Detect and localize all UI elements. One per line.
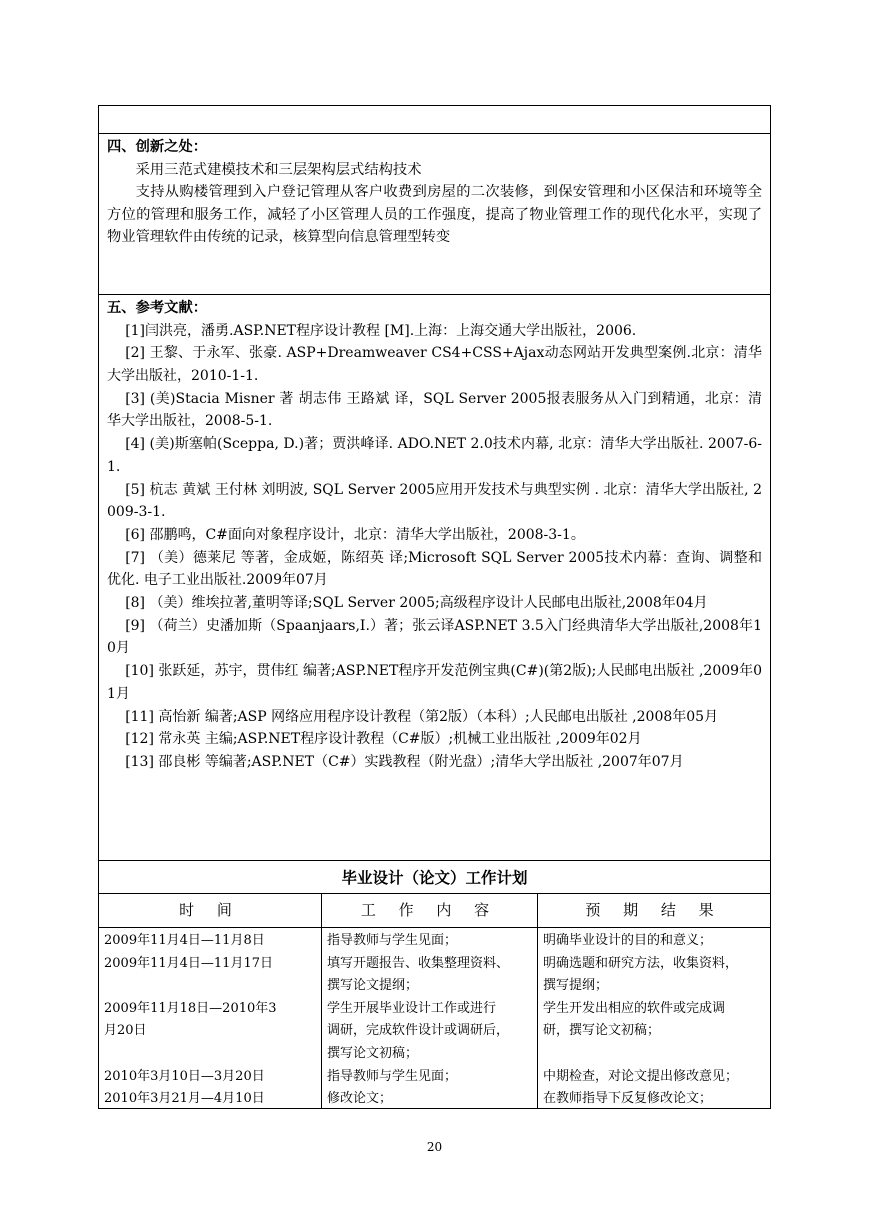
result-line: 中期检查，对论文提出修改意见；: [543, 1068, 739, 1084]
work-plan-title: 毕业设计（论文）工作计划: [99, 861, 770, 894]
document-table: [98, 105, 771, 1109]
empty-top-row: [99, 106, 770, 134]
time-line: [104, 1043, 316, 1066]
result-line: 明确选题和研究方法，收集资料，: [543, 955, 739, 971]
time-line: 2010年3月10日—3月20日: [104, 1068, 265, 1084]
result-line: 明确毕业设计的目的和意义；: [543, 933, 713, 948]
innovation-paragraph: 采用三范式建模技术和三层架构层式结构技术: [135, 161, 422, 178]
reference-item: [4] (美)斯塞帕(Sceppa, D.)著；贾洪峰译. ADO.NET 2.0技术内幕, 北京：清华大学出版社. 2007-6-1.: [107, 436, 762, 475]
reference-item: [2] 王黎、于永军、张豪. ASP+Dreamweaver CS4+CSS+Ajax动态网站开发典型案例.北京：清华大学出版社，2010-1-1.: [107, 345, 762, 384]
references-heading: 五、参考文献：: [107, 300, 208, 316]
references-section: [99, 295, 770, 861]
work-line: 指导教师与学生见面；: [327, 933, 458, 948]
time-line: [104, 975, 316, 998]
time-cell: [99, 928, 322, 1108]
time-line: 2010年3月21月—4月10日: [104, 1091, 265, 1107]
time-line: 2009年11月4日—11月17日: [104, 955, 273, 971]
work-line: 填写开题报告、收集整理资料、: [327, 955, 510, 971]
work-line: 撰写论文提纲；: [327, 978, 419, 994]
time-line: 2009年11月4日—11月8日: [104, 933, 265, 948]
work-line: 调研，完成软件设计或调研后，: [327, 1023, 510, 1039]
work-line: 指导教师与学生见面；: [327, 1068, 458, 1084]
header-expected-result: 预 期 结 果: [585, 901, 723, 919]
work-line: 撰写论文初稿；: [327, 1045, 419, 1061]
header-work-content: 工 作 内 容: [322, 894, 538, 927]
page-number: 20: [426, 1140, 443, 1154]
time-line: 2009年11月18日—2010年3: [104, 1000, 277, 1016]
work-content-cell: [322, 928, 538, 1108]
header-time: 时 间: [99, 894, 322, 927]
reference-item: [5] 杭志 黄斌 王付林 刘明波, SQL Server 2005应用开发技术与典型实例 . 北京：清华大学出版社, 2009-3-1.: [107, 481, 762, 521]
reference-item: [3] (美)Stacia Misner 著 胡志伟 王路斌 译，SQL Server 2005报表服务从入门到精通，北京：清华大学出版社，2008-5-1.: [107, 390, 762, 430]
reference-item: [8] （美）维埃拉著,董明等译;SQL Server 2005;高级程序设计人民邮电出版社,2008年04月: [125, 595, 708, 612]
reference-item: [11] 高怡新 编著;ASP 网络应用程序设计教程（第2版）（本科）;人民邮电出版社 ,2008年05月: [125, 708, 719, 725]
innovation-section: [99, 134, 770, 295]
reference-item: [10] 张跃延，苏宇，贯伟红 编著;ASP.NET程序开发范例宝典(C#)(第2版);人民邮电出版社 ,2009年01月: [107, 663, 762, 702]
reference-item: [13] 邵良彬 等编著;ASP.NET（C#）实践教程（附光盘）;清华大学出版社 ,2007年07月: [125, 753, 684, 770]
innovation-paragraph: 支持从购楼管理到入户登记管理从客户收费到房屋的二次装修，到保安管理和小区保洁和环境等全方位的管理和服务工作，减轻了小区管理人员的工作强度，提高了物业管理工作的现代化水平，实现了物业管理软件由传统的记录，核算型向信息管理型转变: [107, 184, 762, 246]
work-plan-header-row: [99, 894, 770, 928]
result-line: 在教师指导下反复修改论文；: [543, 1091, 713, 1107]
reference-item: [1]闫洪亮，潘勇.ASP.NET程序设计教程 [M].上海：上海交通大学出版社，2006.: [125, 322, 637, 339]
time-line: 月20日: [104, 1023, 147, 1039]
expected-result-cell: [538, 928, 770, 1108]
innovation-heading: 四、创新之处：: [107, 139, 208, 155]
reference-item: [7] （美）德莱尼 等著，金成姬，陈绍英 译;Microsoft SQL Server 2005技术内幕：查询、调整和优化. 电子工业出版社.2009年07月: [107, 549, 762, 589]
reference-item: [6] 邵鹏鸣，C#面向对象程序设计，北京：清华大学出版社，2008-3-1。: [125, 526, 585, 543]
result-line: 撰写提纲；: [543, 978, 609, 994]
result-line: 研，撰写论文初稿；: [543, 1023, 661, 1039]
reference-item: [9] （荷兰）史潘加斯（Spaanjaars,I.）著；张云译ASP.NET 3.5入门经典清华大学出版社,2008年10月: [107, 617, 762, 657]
result-line: [543, 1043, 765, 1066]
reference-item: [12] 常永英 主编;ASP.NET程序设计教程（C#版）;机械工业出版社 ,2009年02月: [125, 731, 642, 748]
work-line: 修改论文；: [327, 1091, 393, 1107]
work-plan-body-row: [99, 928, 770, 1108]
work-line: 学生开展毕业设计工作或进行: [327, 1000, 497, 1016]
result-line: 学生开发出相应的软件或完成调: [543, 1000, 726, 1016]
